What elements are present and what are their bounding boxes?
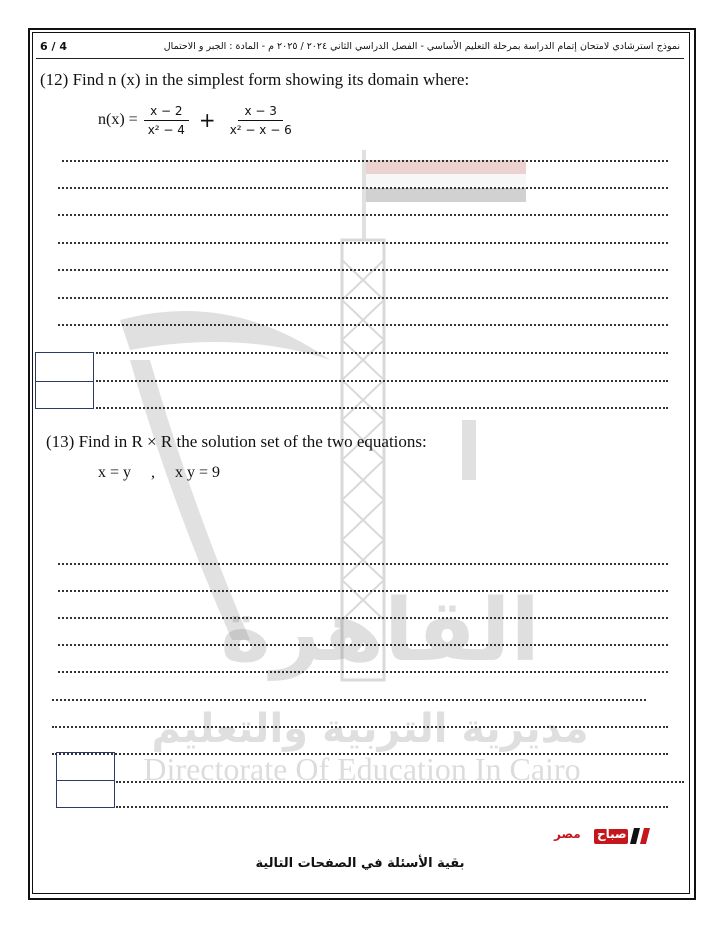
answer-line[interactable] [58, 187, 668, 189]
fraction-2-denominator: x² − x − 6 [229, 122, 292, 137]
watermark-arabic-sub: مديرية التربية والتعليم [151, 706, 589, 752]
sabah-masr-logo [550, 826, 670, 846]
answer-line[interactable] [58, 563, 668, 565]
page-header [38, 38, 682, 56]
fraction-1-denominator: x² − 4 [147, 122, 185, 137]
question-12-formula [98, 100, 302, 140]
page-number: 6 / 4 [40, 40, 67, 53]
fraction-1-numerator: x − 2 [144, 104, 188, 121]
answer-line[interactable] [58, 242, 668, 244]
answer-line[interactable] [58, 671, 668, 673]
answer-line[interactable] [62, 160, 668, 162]
continue-notice: بقية الأسئلة في الصفحات التالية [255, 856, 465, 871]
answer-line[interactable] [58, 617, 668, 619]
answer-line[interactable] [116, 806, 668, 808]
formula-lhs: n(x) = [98, 111, 138, 128]
fraction-2 [224, 104, 298, 137]
watermark-arabic-large: القاهرة [220, 581, 540, 681]
answer-line[interactable] [58, 214, 668, 216]
header-divider [36, 58, 684, 59]
score-box-divider [57, 780, 114, 781]
score-box-q13[interactable] [56, 752, 115, 808]
answer-line[interactable] [52, 753, 668, 755]
logo-word-masr: مصر [554, 827, 581, 841]
question-13-equations: x = y , x y = 9 [98, 464, 221, 481]
answer-line[interactable] [58, 590, 668, 592]
fraction-1 [142, 104, 191, 137]
fraction-2-numerator: x − 3 [238, 104, 282, 121]
answer-line[interactable] [58, 644, 668, 646]
answer-line[interactable] [52, 726, 668, 728]
score-box-q12[interactable] [35, 352, 94, 409]
score-box-divider [36, 381, 93, 382]
plus-sign: + [198, 108, 216, 132]
answer-line[interactable] [52, 699, 646, 701]
question-12-prompt: (12) Find n (x) in the simplest form showing its domain where: [40, 70, 470, 89]
exam-header-title: نموذج استرشادي لامتحان إتمام الدراسة بمرحلة التعليم الأساسي - الفصل الدراسي الثاني ٢٠٢٤ / ٢٠٢٥ م - المادة : الجبر و الاحتمال [163, 41, 680, 52]
watermark-english: Directorate Of Education In Cairo [143, 751, 581, 787]
logo-word-sabah: صباح [597, 827, 627, 841]
answer-line[interactable] [58, 269, 668, 271]
answer-line[interactable] [58, 324, 668, 326]
answer-line[interactable] [96, 352, 668, 354]
answer-line[interactable] [96, 380, 668, 382]
answer-line[interactable] [116, 781, 684, 783]
answer-line[interactable] [96, 407, 668, 409]
question-13-prompt: (13) Find in R × R the solution set of the two equations: [46, 432, 427, 451]
answer-line[interactable] [58, 297, 668, 299]
